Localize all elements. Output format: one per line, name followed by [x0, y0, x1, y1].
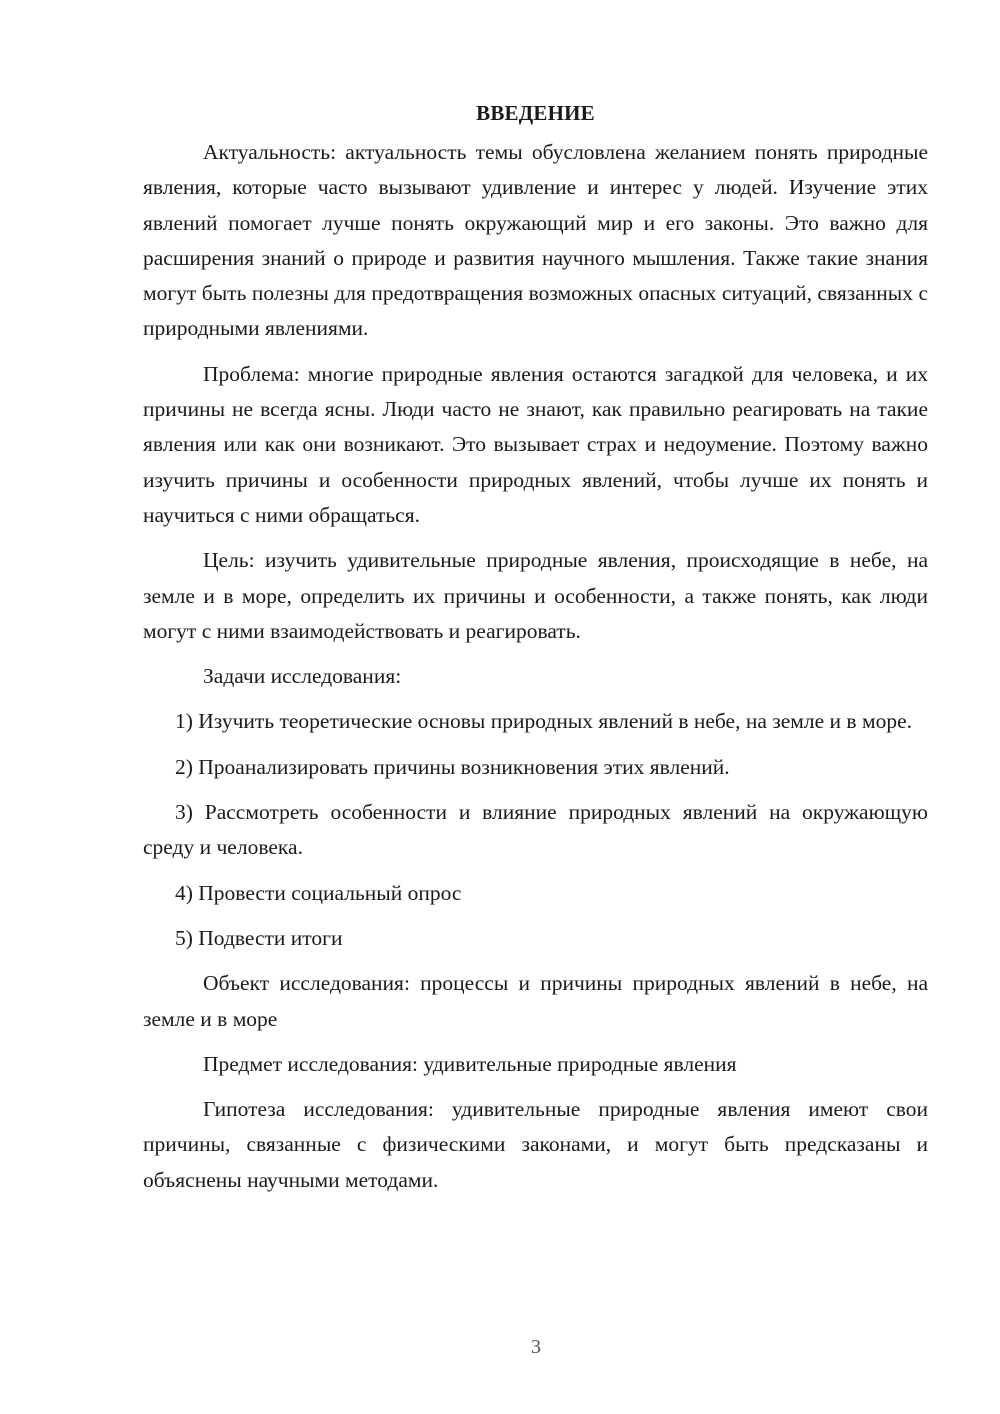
- task-item-3: 3) Рассмотреть особенности и влияние природных явлений на окружающую среду и человека.: [143, 800, 928, 860]
- page-content: [143, 96, 928, 1208]
- paragraph-object: Объект исследования: процессы и причины природных явлений в небе, на земле и в море: [143, 971, 928, 1031]
- task-item-2: 2) Проанализировать причины возникновения этих явлений.: [175, 754, 730, 779]
- paragraph-tasks-heading: Задачи исследования:: [203, 664, 402, 689]
- paragraph-problem: Проблема: многие природные явления остаются загадкой для человека, и их причины не всегда ясны. Люди часто не знают, как правильно реагировать на такие явления или как они возникают. Это вызывает страх и недоумение. Поэтому важно изучить причины и особенности природных явлений, чтобы лучше их понять и научиться с ними обращаться.: [143, 361, 928, 527]
- paragraph-goal: Цель: изучить удивительные природные явления, происходящие в небе, на земле и в море, определить их причины и особенности, а также понять, как люди могут с ними взаимодействовать и реагировать.: [143, 548, 928, 643]
- paragraph-relevance: Актуальность: актуальность темы обусловлена желанием понять природные явления, которые часто вызывают удивление и интерес у людей. Изучение этих явлений помогает лучше понять окружающий мир и его законы. Это важно для расширения знаний о природе и развития научного мышления. Также такие знания могут быть полезны для предотвращения возможных опасных ситуаций, связанных с природными явлениями.: [143, 140, 928, 341]
- page-title: ВВЕДЕНИЕ: [476, 101, 595, 125]
- task-item-5: 5) Подвести итоги: [175, 925, 343, 950]
- paragraph-subject: Предмет исследования: удивительные природные явления: [203, 1051, 737, 1076]
- page-number: 3: [531, 1336, 541, 1358]
- paragraph-hypothesis: Гипотеза исследования: удивительные природные явления имеют свои причины, связанные с физическими законами, и могут быть предсказаны и объяснены научными методами.: [143, 1097, 928, 1192]
- task-item-4: 4) Провести социальный опрос: [175, 880, 462, 905]
- task-item-1: 1) Изучить теоретические основы природных явлений в небе, на земле и в море.: [175, 709, 912, 734]
